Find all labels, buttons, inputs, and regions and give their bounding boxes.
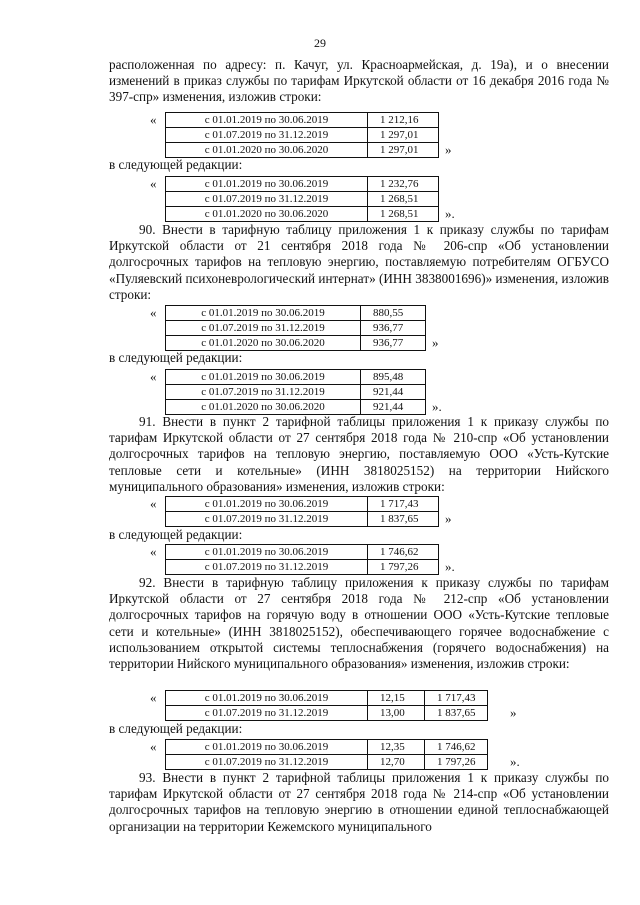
value-cell: 13,00	[368, 706, 425, 721]
table-row	[166, 512, 439, 527]
period-cell: с 01.07.2019 по 31.12.2019	[166, 512, 368, 527]
value-cell: 1 746,62	[425, 740, 488, 755]
paragraph-91: 91. Внести в пункт 2 тарифной таблицы приложения 1 к приказу службы по тарифам Иркутской области от 27 сентября 2018 года № 210-спр «Об установлении долгосрочных тарифов на тепловую энергию, поставляемую ООО «Усть-Кутские тепловые сети и котельные» (ИНН 3818025152) на территории Нийского муниципального образования» изменения, изложив строки:	[109, 414, 609, 494]
new-edition-label: в следующей редакции:	[109, 157, 243, 172]
period-cell: с 01.07.2019 по 31.12.2019	[166, 321, 361, 336]
table-row	[166, 306, 426, 321]
table-row	[166, 321, 426, 336]
value-cell: 921,44	[361, 400, 426, 415]
value-cell: 12,15	[368, 691, 425, 706]
value-cell: 12,70	[368, 755, 425, 770]
value-cell: 1 717,43	[368, 497, 439, 512]
period-cell: с 01.01.2019 по 30.06.2019	[166, 545, 368, 560]
open-quote: «	[150, 176, 157, 191]
paragraph-93: 93. Внести в пункт 2 тарифной таблицы приложения 1 к приказу службы по тарифам Иркутской области от 27 сентября 2018 года № 214-спр «Об установлении долгосрочных тарифов на тепловую энергию в отношении единой теплоснабжающей организации на территории Кежемского муниципального	[109, 770, 609, 834]
value-cell: 1 268,51	[368, 192, 439, 207]
period-cell: с 01.01.2019 по 30.06.2019	[166, 306, 361, 321]
table-row	[166, 385, 426, 400]
period-cell: с 01.07.2019 по 31.12.2019	[166, 385, 361, 400]
new-edition-label: в следующей редакции:	[109, 350, 243, 365]
period-cell: с 01.01.2019 по 30.06.2019	[166, 740, 368, 755]
value-cell: 1 746,62	[368, 545, 439, 560]
period-cell: с 01.01.2019 по 30.06.2019	[166, 691, 368, 706]
period-cell: с 01.01.2020 по 30.06.2020	[166, 400, 361, 415]
paragraph-90: 90. Внести в тарифную таблицу приложения 1 к приказу службы по тарифам Иркутской области от 21 сентября 2018 года № 206-спр «Об установлении долгосрочных тарифов на тепловую энергию, поставляемую потребителям ОГБУСО «Пуляевский психоневрологический интернат» (ИНН 3838001696)» изменения, изложив строки:	[109, 222, 609, 302]
value-cell: 936,77	[361, 336, 426, 351]
open-quote: «	[150, 369, 157, 384]
period-cell: с 01.01.2019 по 30.06.2019	[166, 370, 361, 385]
table-row	[166, 177, 439, 192]
table-row	[166, 370, 426, 385]
period-cell: с 01.07.2019 по 31.12.2019	[166, 755, 368, 770]
table-row	[166, 545, 439, 560]
page-number: 29	[314, 36, 326, 50]
close-quote: »	[445, 511, 452, 526]
value-cell: 895,48	[361, 370, 426, 385]
new-edition-label: в следующей редакции:	[109, 527, 243, 542]
open-quote: «	[150, 739, 157, 754]
value-cell: 1 717,43	[425, 691, 488, 706]
p90-old-table	[165, 305, 426, 351]
value-cell: 1 797,26	[425, 755, 488, 770]
value-cell: 936,77	[361, 321, 426, 336]
period-cell: с 01.01.2020 по 30.06.2020	[166, 207, 368, 222]
p91-new-table	[165, 544, 439, 575]
period-cell: с 01.07.2019 по 31.12.2019	[166, 706, 368, 721]
table-row	[166, 755, 488, 770]
paragraph-92: 92. Внести в тарифную таблицу приложения к приказу службы по тарифам Иркутской области от 27 сентября 2018 года № 212-спр «Об установлении долгосрочных тарифов на горячую воду в отношении ООО «Усть-Кутские тепловые сети и котельные» (ИНН 3818025152), обеспечивающего горячее водоснабжение с использованием открытой системы теплоснабжения (горячего водоснабжения) на территории Нийского муниципального образования» изменения, изложив строки:	[109, 575, 609, 672]
value-cell: 1 837,65	[425, 706, 488, 721]
value-cell: 1 232,76	[368, 177, 439, 192]
open-quote: «	[150, 690, 157, 705]
close-quote: ».	[432, 399, 442, 414]
period-cell: с 01.07.2019 по 31.12.2019	[166, 128, 368, 143]
table-row	[166, 143, 439, 158]
value-cell: 1 837,65	[368, 512, 439, 527]
period-cell: с 01.01.2020 по 30.06.2020	[166, 143, 368, 158]
period-cell: с 01.07.2019 по 31.12.2019	[166, 192, 368, 207]
p90-new-table	[165, 369, 426, 415]
table-row	[166, 740, 488, 755]
table-row	[166, 497, 439, 512]
intro-paragraph: расположенная по адресу: п. Качуг, ул. Красноармейская, д. 19а), и о внесении изменений в приказ службы по тарифам Иркутской области от 16 декабря 2016 года № 397-спр» изменения, изложив строки:	[109, 57, 609, 105]
open-quote: «	[150, 112, 157, 127]
open-quote: «	[150, 496, 157, 511]
p91-old-table	[165, 496, 439, 527]
period-cell: с 01.01.2019 по 30.06.2019	[166, 177, 368, 192]
open-quote: «	[150, 305, 157, 320]
value-cell: 1 297,01	[368, 143, 439, 158]
period-cell: с 01.07.2019 по 31.12.2019	[166, 560, 368, 575]
table-row	[166, 113, 439, 128]
close-quote: ».	[510, 754, 520, 769]
table-row	[166, 400, 426, 415]
value-cell: 1 297,01	[368, 128, 439, 143]
close-quote: »	[510, 705, 517, 720]
intro-old-table	[165, 112, 439, 158]
close-quote: ».	[445, 559, 455, 574]
close-quote: »	[432, 335, 439, 350]
intro-new-table	[165, 176, 439, 222]
table-row	[166, 336, 426, 351]
value-cell: 1 212,16	[368, 113, 439, 128]
close-quote: »	[445, 142, 452, 157]
period-cell: с 01.01.2019 по 30.06.2019	[166, 113, 368, 128]
value-cell: 1 797,26	[368, 560, 439, 575]
table-row	[166, 207, 439, 222]
p92-new-table	[165, 739, 488, 770]
table-row	[166, 128, 439, 143]
new-edition-label: в следующей редакции:	[109, 721, 243, 736]
value-cell: 1 268,51	[368, 207, 439, 222]
table-row	[166, 706, 488, 721]
value-cell: 921,44	[361, 385, 426, 400]
table-row	[166, 192, 439, 207]
close-quote: ».	[445, 206, 455, 221]
value-cell: 12,35	[368, 740, 425, 755]
period-cell: с 01.01.2020 по 30.06.2020	[166, 336, 361, 351]
table-row	[166, 691, 488, 706]
table-row	[166, 560, 439, 575]
period-cell: с 01.01.2019 по 30.06.2019	[166, 497, 368, 512]
open-quote: «	[150, 544, 157, 559]
value-cell: 880,55	[361, 306, 426, 321]
p92-old-table	[165, 690, 488, 721]
